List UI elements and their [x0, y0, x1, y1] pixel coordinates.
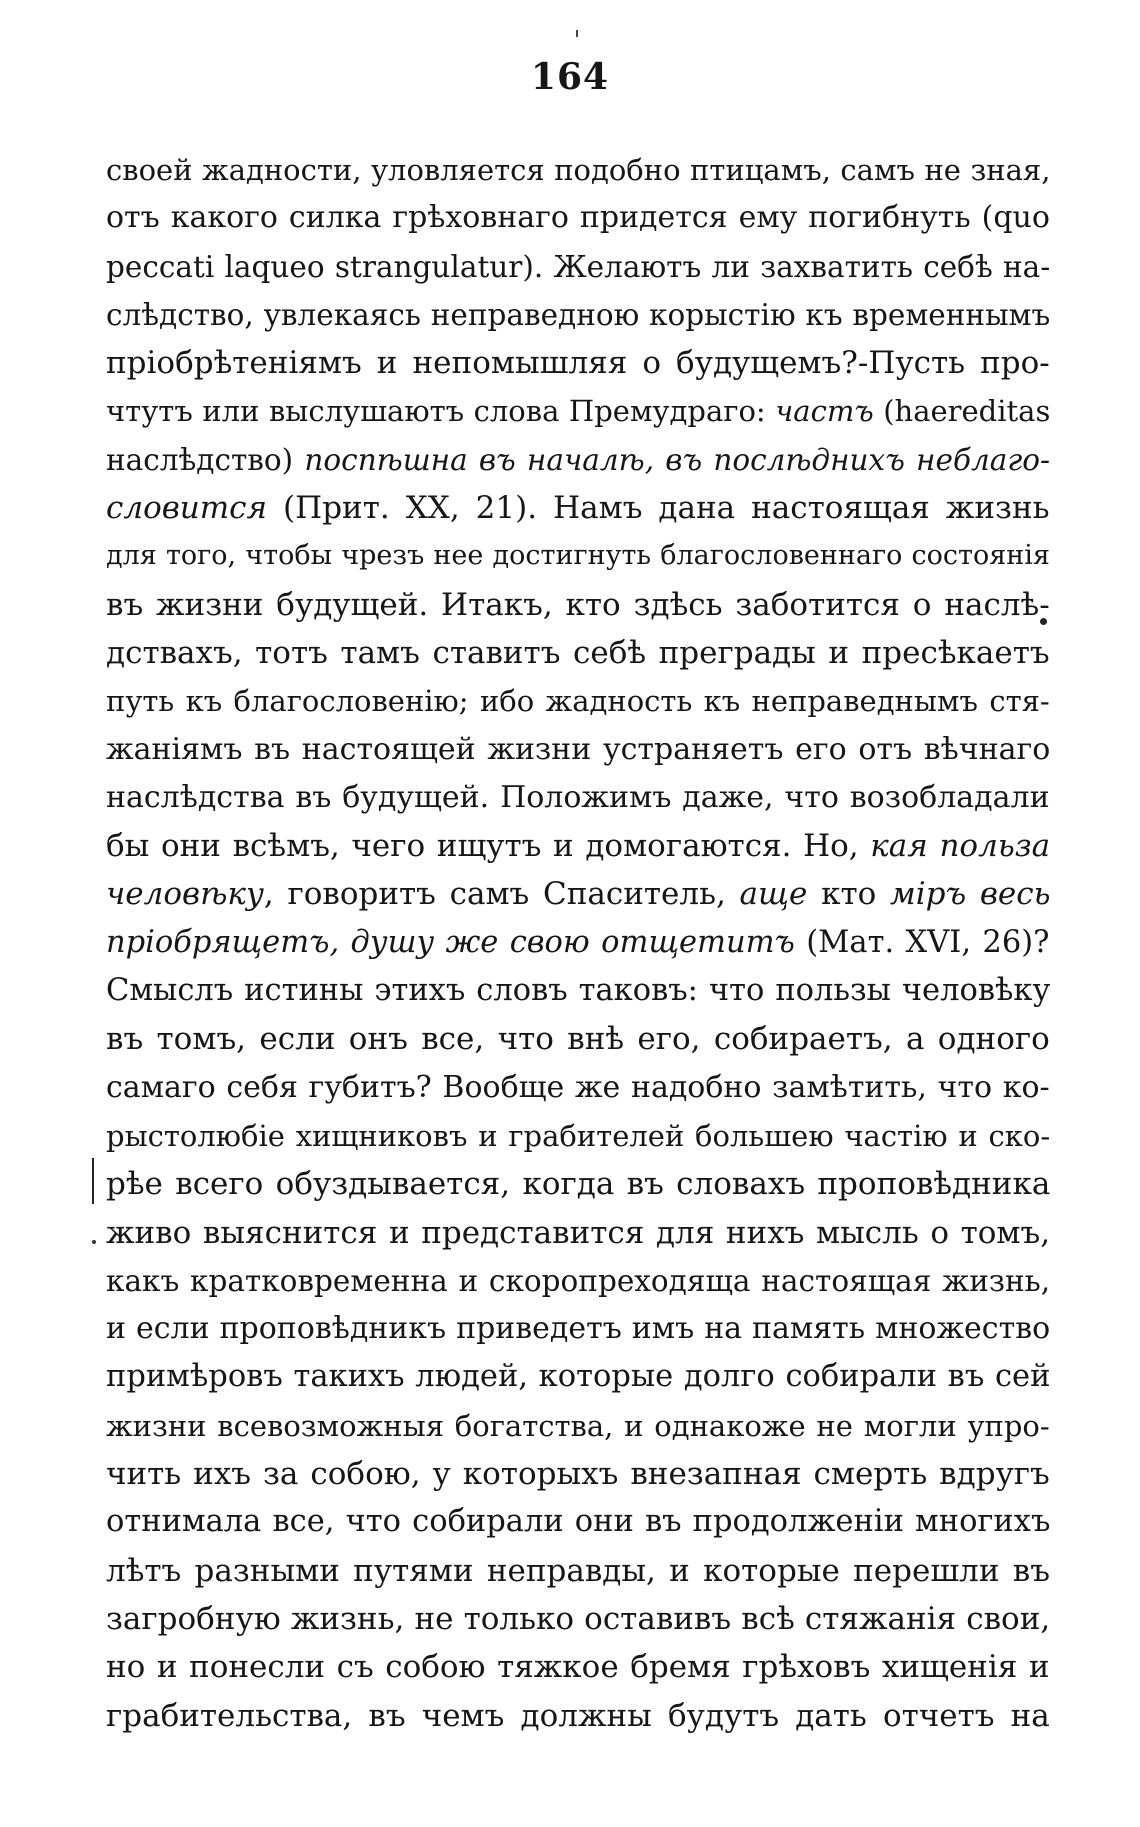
text-run: , говоритъ самъ Спаситель, [263, 876, 740, 913]
text-line [106, 1643, 1050, 1691]
text-line [106, 1064, 1050, 1112]
text-line [106, 1112, 1050, 1160]
text-run: чтутъ или выслушаютъ слова Премудраго: [106, 394, 776, 429]
text-line [106, 1692, 1050, 1740]
text-run: кто [807, 876, 890, 913]
text-run: жаніямъ въ настоящей жизни устраняетъ его отъ вѣчнаго [106, 731, 1050, 767]
margin-ink-dot-left [92, 1240, 96, 1244]
text-run: слѣдство, увлекаясь неправедною корыстію къ временнымъ [106, 297, 1050, 332]
text-line [106, 1305, 1050, 1353]
text-run: (Прит. XX, 21). Намъ дана настоящая жизнь [267, 490, 1050, 527]
text-run: чить ихъ за собою, у которыхъ внезапная смерть вдругъ [106, 1456, 1050, 1493]
text-run: но и понесли съ собою тяжкое бремя грѣховъ хищенія и [106, 1649, 1050, 1686]
text-line [106, 1015, 1050, 1063]
text-run: жизни всевозможныя богатства, и однакоже не могли упро- [106, 1408, 1050, 1443]
text-run: наслѣдство) [106, 442, 305, 477]
margin-pencil-mark [92, 1158, 94, 1204]
text-line [106, 1160, 1050, 1208]
text-line [106, 194, 1050, 242]
text-run: лѣтъ разными путями неправды, и которые перешли въ [106, 1552, 1050, 1589]
italic-quotation: поспѣшна въ началѣ, въ послѣднихъ неблаго- [304, 442, 1050, 477]
text-line [106, 1498, 1050, 1546]
text-line [106, 1595, 1050, 1643]
text-line [106, 532, 1050, 580]
text-run: пріобрѣтеніямъ и непомышляя о будущемъ?-Пусть про- [106, 345, 1050, 382]
text-line [106, 387, 1050, 435]
text-run: наслѣдства въ будущей. Положимъ даже, что возобладали [106, 779, 1050, 815]
italic-quotation: міръ весь [890, 876, 1050, 913]
text-line [106, 967, 1050, 1015]
text-run: (Мат. XVI, 26)? [794, 924, 1050, 960]
text-run: своей жадности, уловляется подобно птицамъ, самъ не зная, [106, 153, 1050, 187]
text-line [106, 146, 1050, 194]
text-run: въ жизни будущей. Итакъ, кто здѣсь заботится о наслѣ- [106, 586, 1050, 623]
text-line [106, 339, 1050, 387]
text-run: и если проповѣдникъ приведетъ имъ на память множество [106, 1311, 1050, 1347]
text-run: отъ какого силка грѣховнаго придется ему погибнуть (quo [106, 200, 1050, 236]
text-line [106, 1402, 1050, 1450]
text-run: peccati laqueo strangulatur). Желаютъ ли захватить себѣ на- [106, 249, 1050, 284]
text-run: путь къ благословенію; ибо жадность къ неправеднымъ стя- [106, 684, 1050, 719]
text-line [106, 677, 1050, 725]
text-line [106, 484, 1050, 532]
text-run: рыстолюбіе хищниковъ и грабителей большею частію и ско- [106, 1118, 1050, 1153]
text-line [106, 1209, 1050, 1257]
italic-quotation: частъ [775, 394, 874, 429]
text-run: отнимала все, что собирали они въ продолженіи многихъ [106, 1504, 1050, 1540]
text-line [106, 822, 1050, 870]
text-run: (haereditas [873, 394, 1050, 429]
italic-quotation: словится [106, 490, 268, 527]
text-run: примѣровъ такихъ людей, которые долго собирали въ сей [106, 1359, 1050, 1395]
text-line [106, 1547, 1050, 1595]
text-run: загробную жизнь, не только оставивъ всѣ стяжанія свои, [106, 1600, 1050, 1637]
text-run: Смыслъ истины этихъ словъ таковъ: что пользы человѣку [106, 973, 1050, 1009]
text-line [106, 291, 1050, 339]
text-line [106, 774, 1050, 822]
text-line [106, 581, 1050, 629]
text-run: дствахъ, тотъ тамъ ставитъ себѣ преграды и пресѣкаетъ [106, 634, 1050, 671]
text-run: живо выяснится и представится для нихъ мысль о томъ, [106, 1214, 1050, 1251]
text-line [106, 243, 1050, 291]
body-text [106, 146, 1050, 1740]
text-line [106, 436, 1050, 484]
text-line [106, 1353, 1050, 1401]
text-line [106, 726, 1050, 774]
italic-quotation: пріобрящетъ, душу же свою отщетитъ [106, 924, 795, 960]
text-run: самаго себя губитъ? Вообще же надобно замѣтить, что ко- [106, 1069, 1050, 1105]
page-number: 164 [530, 56, 610, 98]
text-line [106, 1450, 1050, 1498]
text-line [106, 1257, 1050, 1305]
text-run: въ томъ, если онъ все, что внѣ его, собираетъ, а одного [106, 1021, 1050, 1058]
text-run: рѣе всего обуздывается, когда въ словахъ проповѣдника [106, 1166, 1050, 1203]
text-run: для того, чтобы чрезъ нее достигнуть благословеннаго состоянія [106, 540, 1050, 572]
text-run: какъ кратковременна и скоропреходяща настоящая жизнь, [106, 1263, 1050, 1298]
text-line [106, 919, 1050, 967]
text-line [106, 629, 1050, 677]
print-mark [576, 30, 578, 37]
text-run: бы они всѣмъ, чего ищутъ и домогаются. Но, [106, 828, 871, 865]
italic-quotation: кая польза [870, 828, 1050, 865]
italic-quotation: человѣку [106, 876, 264, 913]
italic-quotation: аще [739, 876, 808, 913]
text-run: грабительства, въ чемъ должны будутъ дать отчетъ на [106, 1697, 1050, 1734]
text-line [106, 870, 1050, 918]
